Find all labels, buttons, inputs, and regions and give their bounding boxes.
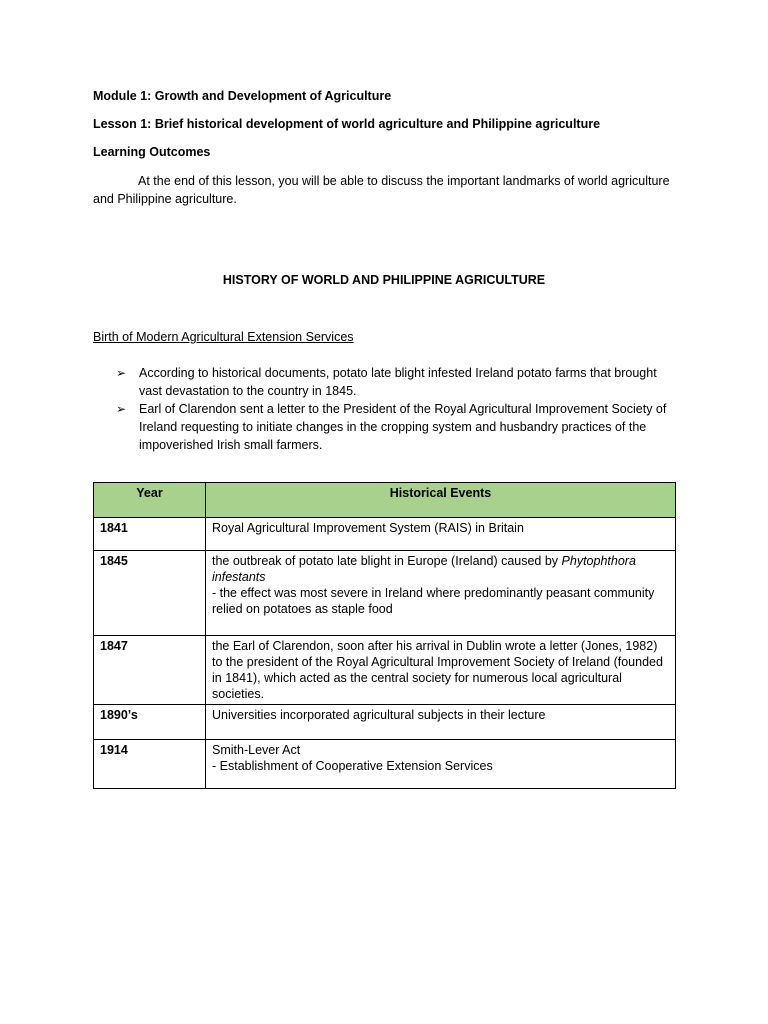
lesson-heading: Lesson 1: Brief historical development of world agriculture and Philippine agriculture	[93, 117, 601, 131]
event-cell: Universities incorporated agricultural subjects in their lecture	[206, 705, 676, 740]
table-header-row	[94, 483, 676, 518]
event-cell: the outbreak of potato late blight in Europe (Ireland) caused by Phytophthora infestants - the effect was most severe in Ireland where predominantly peasant community relied on potatoes as staple food	[206, 551, 676, 636]
year-cell: 1890’s	[94, 705, 206, 740]
list-item	[116, 400, 676, 454]
scientific-name: Phytophthora infestants	[212, 554, 636, 584]
event-cell: Smith-Lever Act - Establishment of Cooperative Extension Services	[206, 740, 676, 789]
list-item	[116, 364, 676, 400]
year-cell: 1914	[94, 740, 206, 789]
section-heading: Birth of Modern Agricultural Extension Services	[93, 330, 354, 344]
column-header-events: Historical Events	[206, 483, 676, 518]
table-row	[94, 705, 676, 740]
year-cell: 1841	[94, 518, 206, 551]
bullet-text: Earl of Clarendon sent a letter to the President of the Royal Agricultural Improvement Society of Ireland requesting to initiate changes in the cropping system and husbandry practices of the impoverished Irish small farmers.	[139, 402, 667, 452]
table-row	[94, 518, 676, 551]
table-row	[94, 551, 676, 636]
page-title: HISTORY OF WORLD AND PHILIPPINE AGRICULTURE	[222, 273, 546, 287]
arrow-bullet-icon: ➢	[116, 366, 127, 380]
bullet-text: According to historical documents, potato late blight infested Ireland potato farms that brought vast devastation to the country in 1845.	[139, 366, 657, 398]
bullet-list	[116, 364, 676, 454]
year-cell: 1845	[94, 551, 206, 636]
historical-events-table	[93, 482, 676, 789]
table-row	[94, 740, 676, 789]
learning-outcomes-paragraph: At the end of this lesson, you will be able to discuss the important landmarks of world agriculture and Philippine agriculture.	[93, 174, 670, 206]
column-header-year: Year	[94, 483, 206, 518]
year-cell: 1847	[94, 636, 206, 705]
table-row	[94, 636, 676, 705]
module-heading: Module 1: Growth and Development of Agriculture	[93, 89, 392, 103]
learning-outcomes-heading: Learning Outcomes	[93, 145, 211, 159]
event-cell: Royal Agricultural Improvement System (RAIS) in Britain	[206, 518, 676, 551]
arrow-bullet-icon: ➢	[116, 402, 127, 416]
event-cell: the Earl of Clarendon, soon after his arrival in Dublin wrote a letter (Jones, 1982) to the president of the Royal Agricultural Improvement Society of Ireland (founded in 1841), which acted as the central society for numerous local agricultural societies.	[206, 636, 676, 705]
